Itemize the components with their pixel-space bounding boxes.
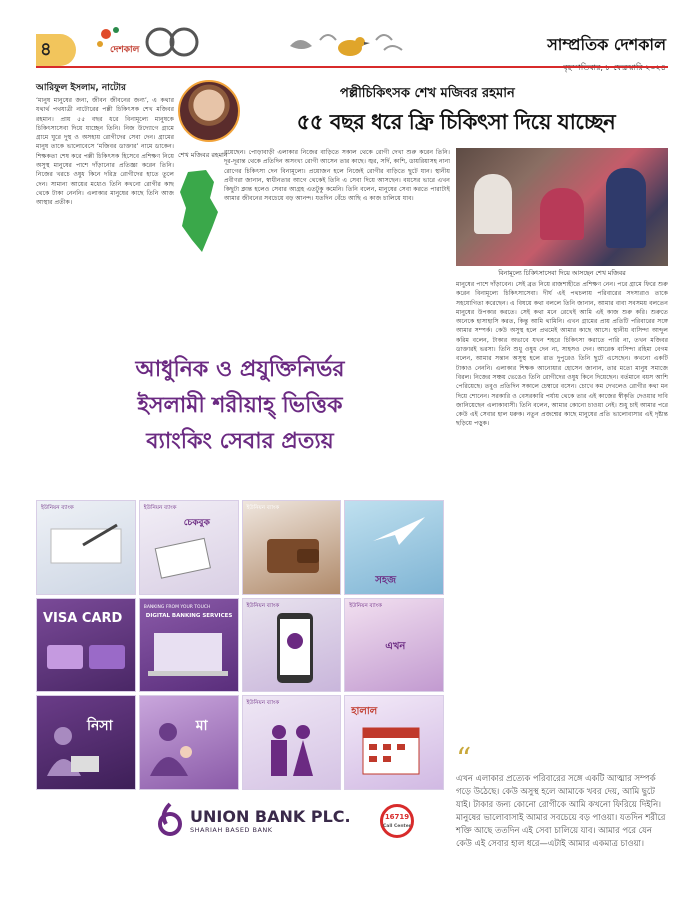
bank-tagline: SHARIAH BASED BANK: [190, 825, 273, 834]
article-column-3: মানুষের পাশে দাঁড়াবেন। সেই ব্রত নিয়ে রাজশাহীতে প্রশিক্ষণ নেন। পরে গ্রামে ফিরে শুরু করেন বিনামূল্যে চিকিৎসাসেবা। দীর্ঘ এই পথচলায় পরিবারের সদস্যরাও তাকে সহযোগিতা করেছেন। এ বিষয়ে কথা বললে তিনি জানান, আমার বাবা সবসময় বলতেন মানুষের উপকার করতে। সেই কথা মনে রেখেই আমি এই কাজ শুরু করি। শুরুতে অনেকে হাসাহাসি করত, কিন্তু আমি থামিনি। এখন গ্রামের প্রায় প্রতিটি পরিবারের সঙ্গে আমার সম্পর্ক। কেউ অসুস্থ হলে প্রথমেই আমার কাছে আসে। স্থানীয় বাসিন্দা আব্দুল করিম বলেন, টাকার অভাবে যখন শহরে চিকিৎসা করাতে পারি না, তখন মজিবর ডাক্তারই ভরসা। তিনি শুধু ওষুধ দেন না, সাহসও দেন। আরেক বাসিন্দা রহিমা বেগম বলেন, আমার সন্তান অসুস্থ হলে রাত দুপুরেও তিনি ছুটে এসেছেন। কখনো একটি টাকাও নেননি। এলাকার শিক্ষক আনোয়ার হোসেন জানান, তার মতো মানুষ সমাজে বিরল। নিজের সঞ্চয় ভেঙেও তিনি রোগীদের ওষুধ কিনে দিয়েছেন। বর্তমানে বয়স আশি পেরিয়েছে। তবুও প্রতিদিন সকালে চেম্বারে বসেন। চোখে কম দেখলেও রোগীর কথা মন দিয়ে শোনেন। সরকারি ও বেসরকারি পর্যায় থেকে তার এই কাজের স্বীকৃতি দেওয়ার দাবি জানিয়েছেন এলাকাবাসী। তিনি বলেন, আমার কোনো চাওয়া নেই। শুধু চাই আমার পরে কেউ এই সেবার হাল ধরুক। নতুন প্রজন্মের কাছে মানুষের প্রতি ভালোবাসার এই দৃষ্টান্ত ছড়িয়ে পড়ুক।: [456, 281, 668, 428]
ad-tile: [242, 598, 342, 693]
call-center-label: Call Center: [383, 824, 411, 829]
laptop-icon: [144, 629, 234, 679]
call-center-badge[interactable]: [380, 804, 414, 838]
tile-caption: ইউনিয়ন ব্যাংক: [246, 505, 280, 511]
doctor-portrait: [178, 80, 240, 142]
union-bank-logo[interactable]: [156, 802, 351, 838]
newspaper-name: সাম্প্রতিক দেশকাল: [547, 35, 666, 54]
tile-caption: ইউনিয়ন ব্যাংক: [143, 505, 177, 511]
ad-tile: [139, 500, 239, 595]
photo-figure: [606, 168, 646, 248]
article-column-2: রয়েছেন। পোড়াবাড়ী এলাকার নিজের বাড়িতে সকাল থেকে রোগী দেখা শুরু করেন তিনি। দূর-দূরান্ত থেকে প্রতিদিন অসংখ্য রোগী আসেন তার কাছে। জ্বর, সর্দি, কাশি, ডায়রিয়াসহ নানা রোগের চিকিৎসা দেন বিনামূল্যে। প্রয়োজন হলে নিজেই রোগীর বাড়িতে ছুটে যান। স্থানীয় প্রবীণরা জানান, স্বাধীনতার আগে থেকেই তিনি এ সেবা দিয়ে আসছেন। বয়সের ভারে এখন কিছুটা ক্লান্ত হলেও সেবার আগ্রহ এতটুকু কমেনি। তিনি বলেন, মানুষের সেবা করতে পারাটাই আমার জীবনের সবচেয়ে বড় আনন্দ। যতদিন বেঁচে আছি এ কাজ চালিয়ে যাব।: [224, 149, 450, 203]
ad-headline-line: আধুনিক ও প্রযুক্তিনির্ভর: [135, 357, 345, 382]
tile-caption: ইউনিয়ন ব্যাংক: [246, 700, 280, 707]
article-photo: [456, 148, 668, 266]
ad-tile: [36, 695, 136, 790]
page-header: [0, 0, 700, 78]
tile-caption: ইউনিয়ন ব্যাংক: [246, 602, 280, 609]
ad-tile: [344, 500, 444, 595]
ad-tile: [139, 695, 239, 790]
couple-icon: [257, 720, 327, 780]
photo-figure: [474, 174, 512, 234]
bank-advertisement[interactable]: [36, 282, 444, 888]
chequebook-icon: [154, 535, 214, 585]
ad-headline-line: ইসলামী শরীয়াহ্ ভিত্তিক: [137, 393, 343, 418]
tile-title: VISA CARD: [43, 610, 123, 626]
tile-label: সহজ: [375, 574, 397, 586]
cheque-signing-icon: [43, 515, 136, 575]
calendar-icon: [357, 722, 427, 782]
ad-tile: [344, 598, 444, 693]
paper-plane-icon: [369, 511, 429, 551]
ad-tile: [242, 500, 342, 595]
anniversary-logo-icon: [92, 18, 202, 68]
tile-title: DIGITAL BANKING SERVICES: [145, 612, 233, 619]
quote-mark-icon: “: [456, 742, 472, 777]
article-column-1: ‘মানুষ মানুষের জন্য, জীবন জীবনের জন্য’, এ কথার যথার্থ পথযাত্রী নাটোরের পল্লী চিকিৎসক শেখ মজিবর রহমান। প্রায় ৫৫ বছর ধরে বিনামূল্যে মানুষকে চিকিৎসাসেবা দিয়ে যাচ্ছেন তিনি। নিজ উদ্যোগে গ্রামে গ্রামে ঘুরে দুস্থ ও অসহায় রোগীদের সেবা দেন। গ্রামের মানুষ তাকে ভালোবেসে ‘মজিবর ডাক্তার’ নামে ডাকেন। শিক্ষকতা শেষ করে পল্লী চিকিৎসক হিসেবে প্রশিক্ষণ নিয়ে অসুস্থ মানুষের পাশে দাঁড়ানোর প্রতিজ্ঞা করেন তিনি। নিজের খরচে ওষুধ কিনে দরিদ্র রোগীদের হাতে তুলে দেন। সামান্য আয়ের মধ্যেও তিনি কখনো রোগীর কাছ থেকে টাকা নেননি। এলাকার মানুষের কাছে তিনি আজ আস্থার প্রতীক।: [36, 97, 174, 207]
tile-title: চেকবুক: [183, 518, 210, 528]
ad-tile: [139, 598, 239, 693]
cards-icon: [43, 639, 133, 679]
article-subtitle: পল্লীচিকিৎসক শেখ মজিবর রহমান: [340, 86, 515, 101]
photo-caption: বিনামূল্যে চিকিৎসাসেবা দিয়ে আসছেন শেখ মজিবর: [498, 270, 626, 277]
tile-caption: BANKING FROM YOUR TOUCH: [143, 604, 211, 610]
mother-child-icon: [146, 718, 206, 778]
woman-laptop-icon: [41, 722, 101, 778]
tile-title: হালাল: [351, 706, 378, 718]
ad-headline: [36, 352, 444, 460]
ad-tile: [36, 598, 136, 693]
ad-service-grid: [36, 500, 444, 790]
tile-caption: ইউনিয়ন ব্যাংক: [349, 602, 382, 609]
portrait-caption: শেখ মজিবর রহমান: [178, 151, 228, 159]
header-divider: [36, 66, 668, 68]
birds-illustration-icon: [280, 24, 410, 68]
tile-title: নিসা: [87, 718, 113, 735]
call-center-number: 16719: [384, 813, 410, 821]
photo-figure: [540, 188, 584, 240]
article-headline: ৫৫ বছর ধরে ফ্রি চিকিৎসা দিয়ে যাচ্ছেন: [296, 109, 616, 134]
ad-tile: [242, 695, 342, 790]
tile-label: এখন: [385, 640, 406, 652]
ad-headline-line: ব্যাংকিং সেবার প্রত্যয়: [146, 429, 334, 454]
ad-tile: [344, 695, 444, 790]
page-number: ৪: [36, 34, 76, 66]
bank-name: UNION BANK PLC.: [190, 806, 351, 826]
ad-tile: [36, 500, 136, 595]
masthead: [476, 32, 666, 75]
wallet-icon: [263, 523, 323, 579]
union-bank-logo-icon: [156, 802, 184, 838]
byline: আরিফুল ইসলাম, নাটোর: [36, 83, 126, 93]
tile-caption: ইউনিয়ন ব্যাংক: [41, 505, 74, 511]
mobile-phone-icon: [267, 611, 327, 691]
issue-date: [476, 62, 666, 75]
tile-title: মা: [195, 718, 208, 735]
svg-text:দেশকাল: দেশকাল: [110, 45, 140, 55]
pull-quote: এখন এলাকার প্রত্যেক পরিবারের সঙ্গে একটি আত্মার সম্পর্ক গড়ে উঠেছে। কেউ অসুস্থ হলে আমাকে খবর দেয়, আমি ছুটে যাই। টাকার জন্য কোনো রোগীকে আমি কখনো ফিরিয়ে দিইনি। মানুষের ভালোবাসাই আমার সবচেয়ে বড় পাওয়া। যতদিন শরীরে শক্তি আছে ততদিন এই সেবা চালিয়ে যাব। আমার পরে যেন কেউ এই সেবার হাল ধরে—এটাই আমার একমাত্র চাওয়া।: [456, 773, 666, 848]
district-map-icon: [178, 168, 220, 254]
